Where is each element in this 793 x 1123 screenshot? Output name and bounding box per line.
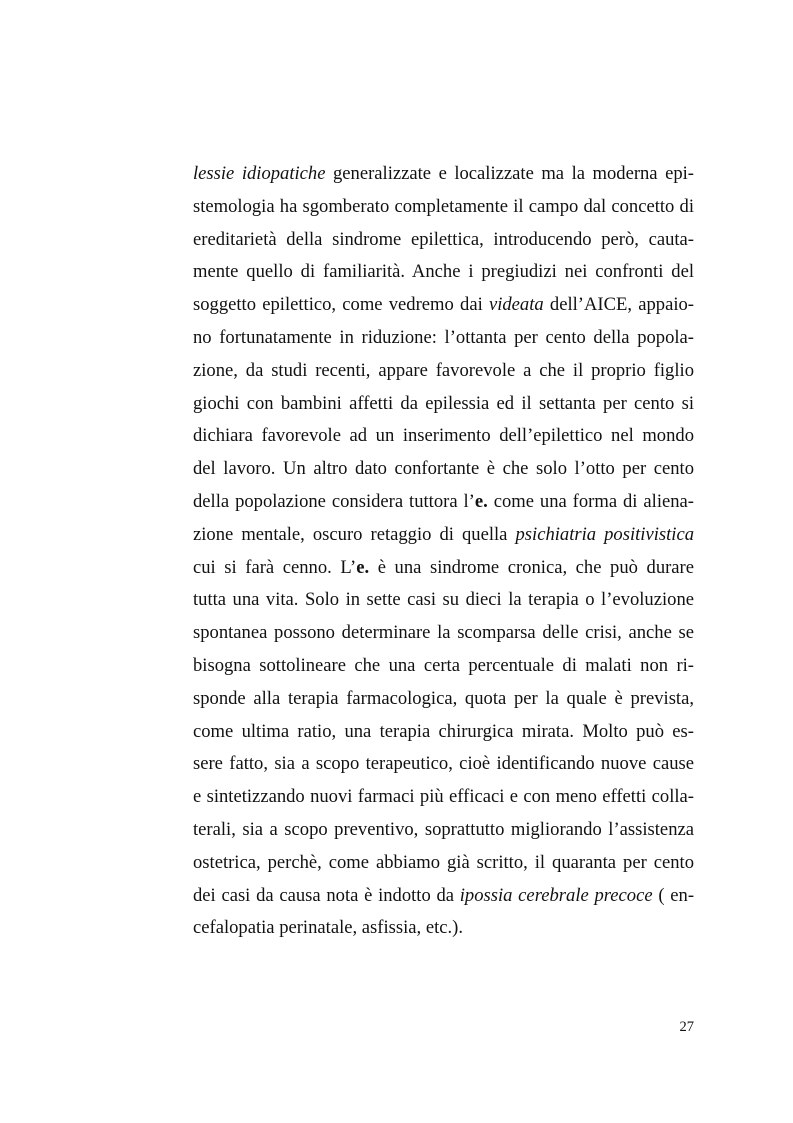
body-text (193, 158, 694, 945)
text-line (193, 191, 694, 224)
text-line (193, 289, 694, 322)
text-line (193, 814, 694, 847)
text-segment: è una sindrome cronica, che può durare (369, 556, 695, 578)
text-line (193, 224, 694, 257)
text-line (193, 322, 694, 355)
text-line (193, 716, 694, 749)
text-segment: terali, sia a scopo preventivo, soprattutto migliorando l’assistenza (193, 818, 694, 840)
text-segment: generalizzate e localizzate ma la moderna epi- (325, 163, 694, 184)
text-segment: zione mentale, oscuro retaggio di quella (193, 523, 516, 545)
text-line (193, 388, 694, 421)
text-segment: sponde alla terapia farmacologica, quota per la quale è prevista, (193, 687, 694, 709)
text-segment: del lavoro. Un altro dato confortante è che solo l’otto per cento (193, 458, 694, 480)
text-line (193, 519, 694, 552)
text-line (193, 420, 694, 453)
text-line (193, 781, 694, 814)
text-line (193, 584, 694, 617)
italic-term: psichiatria positivistica (515, 523, 694, 545)
text-segment: mente quello di familiarità. Anche i pregiudizi nei confronti del (193, 261, 694, 283)
text-segment: zione, da studi recenti, appare favorevole a che il proprio figlio (193, 359, 694, 381)
text-segment: soggetto epilettico, come vedremo dai (193, 294, 489, 316)
text-segment: no fortunatamente in riduzione: l’ottanta per cento della popola- (193, 326, 694, 348)
text-line (193, 912, 694, 945)
italic-term: videata (488, 294, 544, 316)
text-line (193, 355, 694, 388)
text-segment: ostetrica, perchè, come abbiamo già scritto, il quaranta per cento (193, 851, 694, 873)
text-segment: sere fatto, sia a scopo terapeutico, cioè identificando nuove cause (193, 753, 694, 775)
text-line (193, 617, 694, 650)
italic-term: ipossia cerebrale precoce (459, 884, 653, 906)
text-segment: come una forma di aliena- (487, 490, 694, 512)
text-segment: spontanea possono determinare la scomparsa delle crisi, anche se (193, 622, 694, 644)
text-line (193, 256, 694, 289)
text-segment: bisogna sottolineare che una certa percentuale di malati non ri- (193, 654, 694, 676)
text-line (193, 552, 694, 585)
text-segment: dichiara favorevole ad un inserimento dell’epilettico nel mondo (193, 425, 694, 447)
text-segment: dell’AICE, appaio- (543, 294, 694, 316)
text-segment: tutta una vita. Solo in sette casi su dieci la terapia o l’evoluzione (193, 589, 694, 611)
text-segment: cefalopatia perinatale, asfissia, etc.). (193, 917, 463, 939)
text-line (193, 650, 694, 683)
text-segment: dei casi da causa nota è indotto da (193, 884, 460, 906)
text-line (193, 847, 694, 880)
text-segment: giochi con bambini affetti da epilessia ed il settanta per cento si (193, 392, 694, 414)
text-line (193, 748, 694, 781)
text-line (193, 453, 694, 486)
text-segment: della popolazione considera tuttora l’ (193, 490, 475, 512)
text-segment: ( en- (652, 884, 695, 906)
bold-abbreviation: e. (356, 556, 370, 578)
italic-term: lessie idiopatiche (193, 163, 326, 184)
text-segment: come ultima ratio, una terapia chirurgica mirata. Molto può es- (193, 720, 694, 742)
text-segment: cui si farà cenno. L’ (193, 556, 357, 578)
text-line (193, 158, 694, 191)
page-number: 27 (679, 1019, 694, 1035)
text-line (193, 683, 694, 716)
text-line (193, 880, 694, 913)
bold-abbreviation: e. (474, 490, 488, 512)
text-segment: ereditarietà della sindrome epilettica, introducendo però, cauta- (193, 228, 694, 250)
text-line (193, 486, 694, 519)
text-segment: e sintetizzando nuovi farmaci più efficaci e con meno effetti colla- (193, 786, 694, 808)
text-segment: stemologia ha sgomberato completamente il campo dal concetto di (193, 195, 694, 217)
